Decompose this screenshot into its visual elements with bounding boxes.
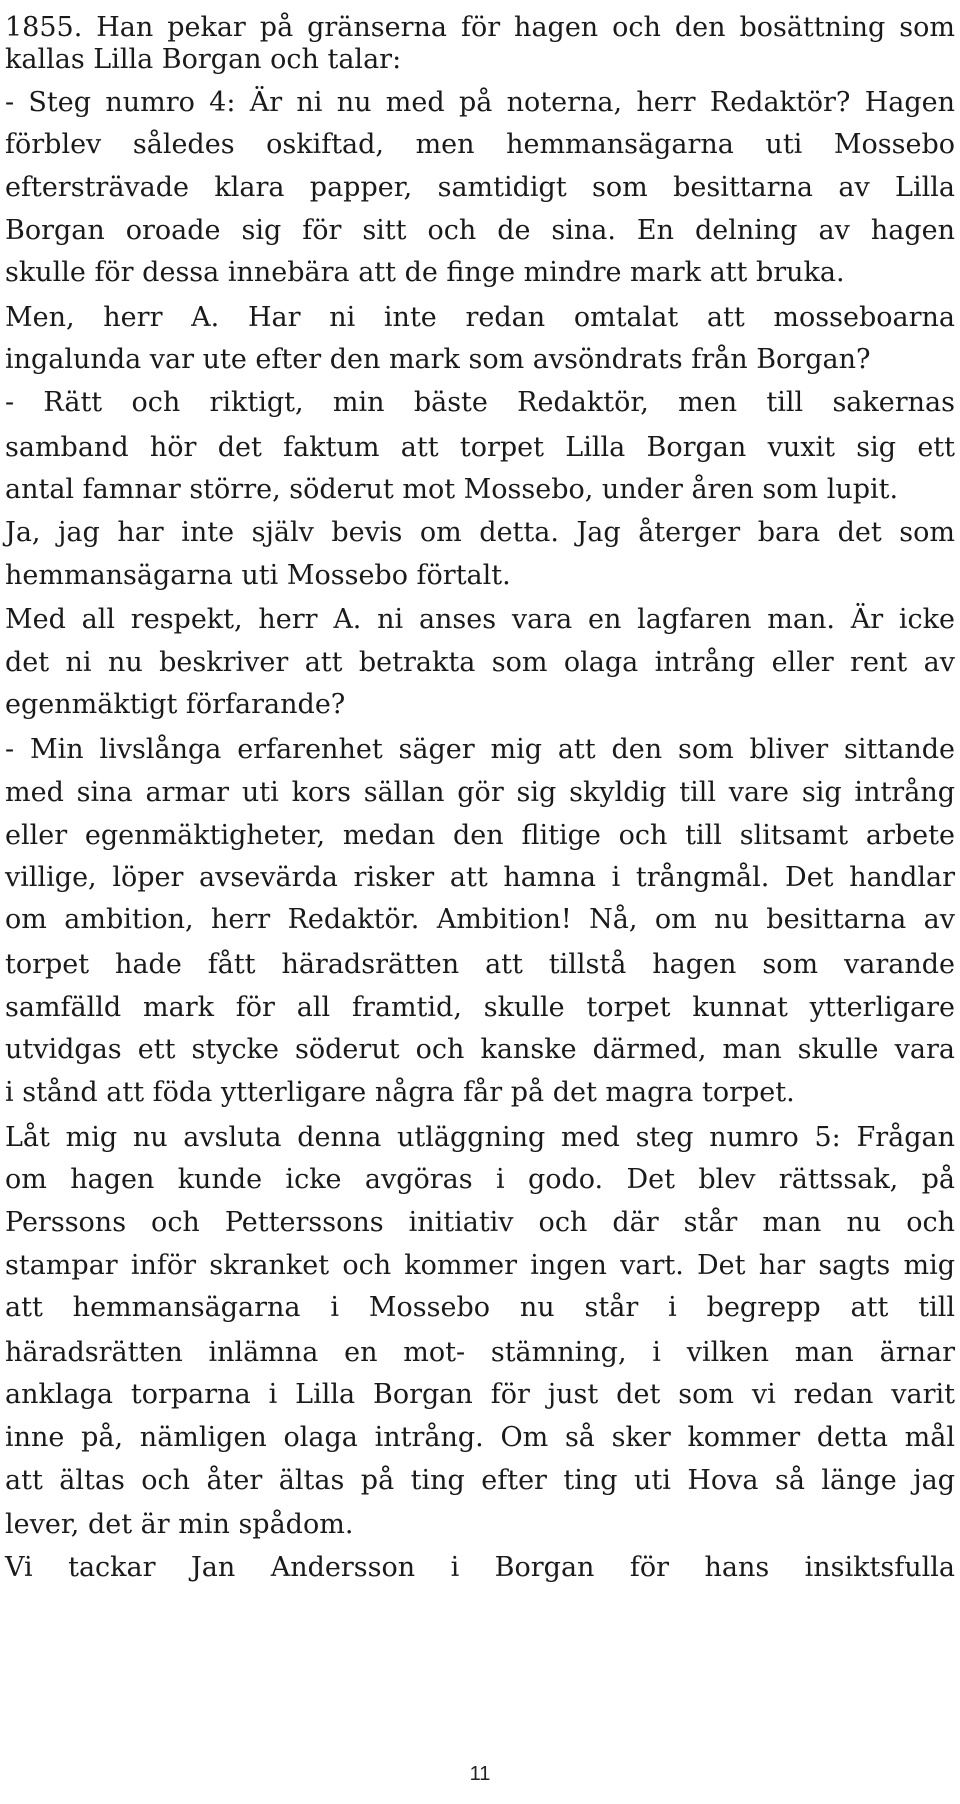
- text-line: med sina armar uti kors sällan gör sig skyldig till vare sig intrång: [5, 777, 955, 808]
- text-line: ingalunda var ute efter den mark som avsöndrats från Borgan?: [5, 344, 871, 375]
- text-line: - Steg numro 4: Är ni nu med på noterna, herr Redaktör? Hagen: [5, 87, 955, 118]
- text-line: om ambition, herr Redaktör. Ambition! Nå, om nu besittarna av: [5, 904, 955, 935]
- text-line: eftersträvade klara papper, samtidigt som besittarna av Lilla: [5, 172, 955, 203]
- text-line: anklaga torparna i Lilla Borgan för just det som vi redan varit: [5, 1379, 955, 1410]
- text-line: Borgan oroade sig för sitt och de sina. En delning av hagen: [5, 215, 955, 246]
- text-line: samfälld mark för all framtid, skulle torpet kunnat ytterligare: [5, 992, 955, 1023]
- text-line: - Rätt och riktigt, min bäste Redaktör, men till sakernas: [5, 387, 955, 418]
- text-line: hemmansägarna uti Mossebo förtalt.: [5, 560, 511, 591]
- text-line: Perssons och Petterssons initiativ och där står man nu och: [5, 1207, 955, 1238]
- text-line: inne på, nämligen olaga intrång. Om så sker kommer detta mål: [5, 1422, 955, 1453]
- page-number: 11: [469, 1763, 491, 1785]
- text-line: stampar inför skranket och kommer ingen vart. Det har sagts mig: [5, 1250, 955, 1281]
- text-line: att hemmansägarna i Mossebo nu står i begrepp att till: [5, 1292, 955, 1323]
- text-line: det ni nu beskriver att betrakta som olaga intrång eller rent av: [5, 647, 955, 678]
- text-line: torpet hade fått häradsrätten att tillstå hagen som varande: [5, 949, 955, 980]
- text-line: skulle för dessa innebära att de finge mindre mark att bruka.: [5, 257, 845, 288]
- text-line: förblev således oskiftad, men hemmansägarna uti Mossebo: [5, 129, 955, 160]
- text-line: Men, herr A. Har ni inte redan omtalat att mosseboarna: [5, 302, 955, 333]
- text-line: 1855. Han pekar på gränserna för hagen och den bosättning som: [5, 12, 955, 43]
- text-line: i stånd att föda ytterligare några får på det magra torpet.: [5, 1077, 795, 1108]
- text-line: häradsrätten inlämna en mot- stämning, i vilken man ärnar: [5, 1337, 955, 1368]
- text-line: samband hör det faktum att torpet Lilla Borgan vuxit sig ett: [5, 432, 955, 463]
- text-line: eller egenmäktigheter, medan den flitige och till slitsamt arbete: [5, 820, 955, 851]
- text-line: att ältas och åter ältas på ting efter ting uti Hova så länge jag: [5, 1465, 955, 1496]
- text-line: antal famnar större, söderut mot Mossebo, under åren som lupit.: [5, 474, 899, 505]
- text-line: Med all respekt, herr A. ni anses vara en lagfaren man. Är icke: [5, 604, 955, 635]
- text-line: kallas Lilla Borgan och talar:: [5, 44, 402, 75]
- text-line: lever, det är min spådom.: [5, 1509, 354, 1540]
- text-line: villige, löper avsevärda risker att hamna i trångmål. Det handlar: [5, 862, 955, 893]
- text-line: Låt mig nu avsluta denna utläggning med steg numro 5: Frågan: [5, 1122, 955, 1153]
- text-line: om hagen kunde icke avgöras i godo. Det blev rättssak, på: [5, 1164, 955, 1195]
- text-line: - Min livslånga erfarenhet säger mig att den som bliver sittande: [5, 734, 955, 765]
- text-line: egenmäktigt förfarande?: [5, 689, 346, 720]
- text-line: Ja, jag har inte själv bevis om detta. Jag återger bara det som: [5, 517, 955, 548]
- text-line: Vi tackar Jan Andersson i Borgan för hans insiktsfulla: [5, 1552, 955, 1583]
- text-line: utvidgas ett stycke söderut och kanske därmed, man skulle vara: [5, 1034, 955, 1065]
